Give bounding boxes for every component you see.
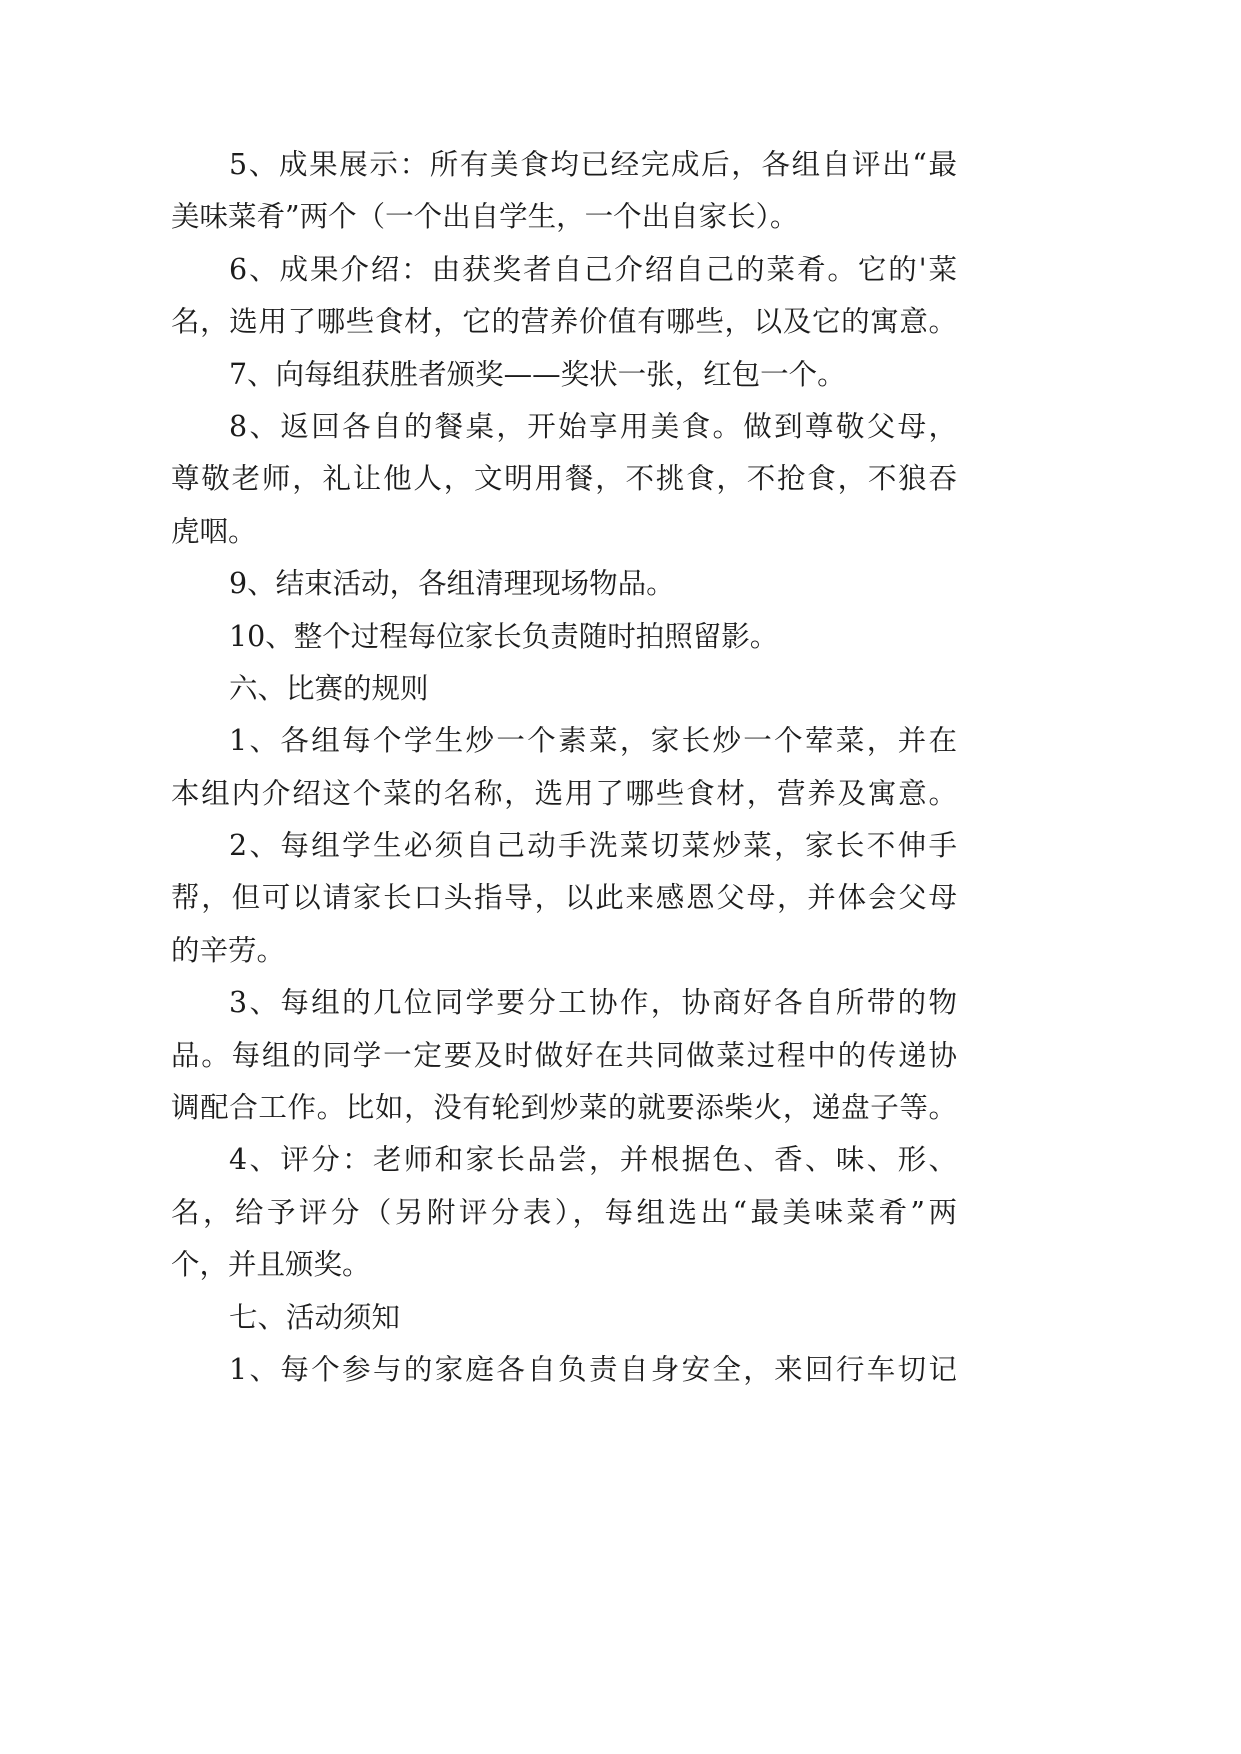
text-line: 美味菜肴”两个（一个出自学生，一个出自家长）。 [171, 200, 799, 234]
text-line: 3、每组的几位同学要分工协作，协商好各自所带的物 [229, 986, 957, 1020]
text-line: 虎咽。 [171, 514, 257, 548]
paragraph-dining [171, 401, 957, 558]
text-line: 品。每组的同学一定要及时做好在共同做菜过程中的传递协 [171, 1038, 957, 1072]
text-line: 名，给予评分（另附评分表），每组选出“最美味菜肴”两 [171, 1195, 957, 1229]
text-line: 调配合工作。比如，没有轮到炒菜的就要添柴火，递盘子等。 [171, 1091, 957, 1125]
text-line: 帮，但可以请家长口头指导，以此来感恩父母，并体会父母 [171, 881, 957, 915]
text-line: 2、每组学生必须自己动手洗菜切菜炒菜，家长不伸手 [229, 829, 957, 863]
text-line: 4、评分：老师和家长品尝，并根据色、香、味、形、 [229, 1143, 957, 1177]
paragraph-rule-4 [171, 1134, 957, 1291]
section-heading: 六、比赛的规则 [229, 671, 429, 705]
section-heading: 七、活动须知 [229, 1300, 401, 1334]
paragraph-rule-2 [171, 820, 957, 977]
paragraph-end-activity [171, 558, 957, 610]
text-line: 的辛劳。 [171, 933, 286, 967]
section-heading-notice [171, 1292, 957, 1344]
text-line: 1、各组每个学生炒一个素菜，家长炒一个荤菜，并在 [229, 724, 957, 758]
section-heading-rules [171, 663, 957, 715]
paragraph-award [171, 349, 957, 401]
paragraph-photos [171, 611, 957, 663]
paragraph-rule-1 [171, 715, 957, 820]
text-line: 5、成果展示：所有美食均已经完成后，各组自评出“最 [229, 148, 957, 181]
paragraph-result-intro [171, 244, 957, 349]
text-line: 6、成果介绍：由获奖者自己介绍自己的菜肴。它的'菜 [229, 252, 957, 286]
document-body [171, 139, 957, 1396]
text-line: 7、向每组获胜者颁奖——奖状一张，红包一个。 [229, 357, 846, 391]
paragraph-notice-1 [171, 1344, 957, 1396]
text-line: 个，并且颁奖。 [171, 1248, 371, 1282]
text-line: 10、整个过程每位家长负责随时拍照留影。 [229, 619, 779, 653]
text-line: 9、结束活动，各组清理现场物品。 [229, 567, 675, 601]
text-line: 本组内介绍这个菜的名称，选用了哪些食材，营养及寓意。 [171, 776, 957, 810]
paragraph-result-display [171, 139, 957, 244]
paragraph-rule-3 [171, 977, 957, 1134]
text-line: 8、返回各自的餐桌，开始享用美食。做到尊敬父母， [229, 409, 957, 443]
text-line: 尊敬老师，礼让他人，文明用餐，不挑食，不抢食，不狼吞 [171, 462, 957, 496]
text-line: 1、每个参与的家庭各自负责自身安全，来回行车切记 [229, 1352, 957, 1386]
text-line: 名，选用了哪些食材，它的营养价值有哪些，以及它的寓意。 [171, 305, 957, 339]
